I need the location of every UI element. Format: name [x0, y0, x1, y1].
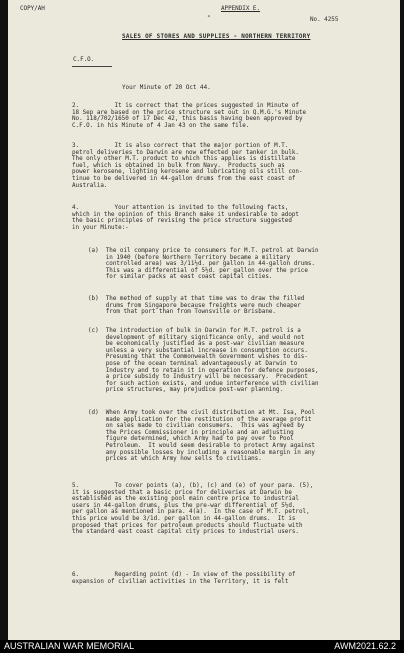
paragraph-4: 4. Your attention is invited to the following facts, which in the opinion of this Branch make it undesirable to adopt the basic principles of revising the price structure suggested in your Minute:-: [72, 205, 299, 231]
document-number: No. 4255: [310, 17, 339, 23]
document-title: SALES OF STORES AND SUPPLIES - NORTHERN TERRITORY: [122, 34, 311, 40]
document-page: [8, 0, 400, 640]
paragraph-6: 6. Regarding point (d) - In view of the possibility of expansion of civilian activities in the Territory, it is felt: [72, 572, 296, 585]
archive-name: AUSTRALIAN WAR MEMORIAL: [4, 641, 135, 651]
appendix-label: APPENDIX E.: [221, 6, 261, 12]
addressee: C.F.O.: [73, 57, 95, 63]
copy-reference: COPY/AH: [20, 6, 45, 12]
archive-footer: [0, 640, 404, 653]
paragraph-3: 3. It is also correct that the major portion of M.T. petrol deliveries to Darwin are now effected per tanker in bulk. The only other M.T. product to which this applies is distillate fuel, which is obtained in bulk from Navy. Products such as power kerosene, lighting kerosene and lubricating oils still con- tinue to be delivered in 44-gallon drums from the east coast of Australia.: [72, 143, 303, 189]
addressee-underline: [72, 66, 112, 67]
minute-reference: Your Minute of 20 Oct 44.: [122, 85, 211, 91]
paragraph-4b: (b) The method of supply at that time was to draw the filled drums from Singapore because freights were much cheaper from that port than from Townsville or Brisbane.: [88, 296, 305, 316]
paragraph-2: 2. It is correct that the prices suggested in Minute of 18 Sep are based on the price structure set out in Q.M.G.'s Minute No. 118/702/1650 of 17 Dec 42, this basis having been approved by C.F.O. in his Minute of 4 Jan 43 on the same file.: [72, 103, 307, 129]
archive-id: AWM2021.62.2: [334, 641, 396, 651]
paragraph-4c: (c) The introduction of bulk in Darwin for M.T. petrol is a development of military significance only, and would not be economically justified as a post-war civilian measure unless a very substantial increase in consumption occurs. Presuming that the Commonwealth Government wishes to dis- pose of the ocean terminal advantageously at Darwin to Industry and to retain it in operation for defence purposes, a price subsidy to Industry will be necessary. Precedent for such action exists, and undue interference with civilian price structures, may prejudice post-war planning.: [88, 328, 319, 394]
paragraph-4a: (a) The oil company price to consumers for M.T. petrol at Darwin in 1940 (before Northern Territory became a military controlled area) was 3/11½d. per gallon in 44-gallon drums. This was a differential of 5½d. per gallon over the price for similar packs at east coast capital cities.: [88, 248, 319, 281]
paragraph-4d: (d) When Army took over the civil distribution at Mt. Isa, Pool made application for the restitution of the average profit on sales made to civilian consumers. This was agreed by the Prices Commissioner in principle and an adjusting figure determined, which Army had to pay over to Pool Petroleum. It would seem desirable to protect Army against any possible losses by including a reasonable margin in any prices at which Army now sells to civilians.: [88, 410, 315, 463]
paragraph-5: 5. To cover points (a), (b), (c) and (e) of your para. (5), it is suggested that a basic price for deliveries at Darwin be established as the existing pool main centre price to industrial users in 44-gallon drums, plus the pre-war differential of 5½d. per gallon as mentioned in para. 4(a). In the case of M.T. petrol, this price would be 3/1d. per gallon in 44-gallon drums. It is proposed that prices for petroleum products should fluctuate with the standard east coast capital city prices to industrial users.: [72, 483, 314, 536]
mark-dash: -: [207, 14, 211, 20]
